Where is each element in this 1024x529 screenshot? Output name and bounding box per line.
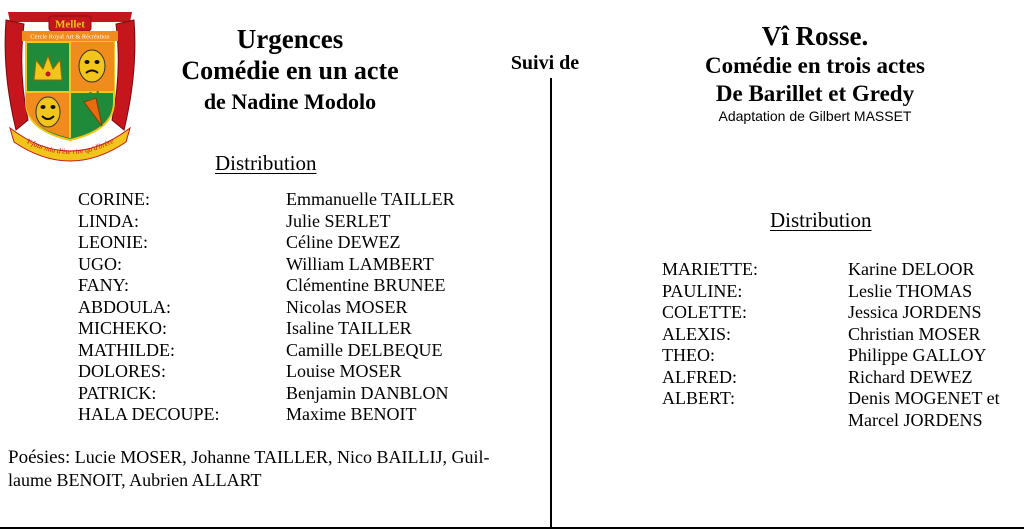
cast-actor: Marcel JORDENS: [848, 409, 983, 430]
cast-actor: Richard DEWEZ: [848, 366, 973, 387]
cast-row: [78, 297, 498, 319]
cast-row: [78, 340, 498, 362]
cast-role: ABDOULA:: [78, 296, 171, 317]
cast-actor: Leslie THOMAS: [848, 280, 973, 301]
cast-actor: Christian MOSER: [848, 323, 981, 344]
cast-row: [78, 318, 498, 340]
play2-adaptation: Adaptation de Gilbert MASSET: [718, 108, 912, 124]
cast-role: ALBERT:: [662, 388, 736, 408]
troupe-logo: [2, 2, 138, 162]
cast-row: [662, 388, 1022, 410]
suivi-de-label: Suivi de: [510, 52, 580, 74]
cast-role: PATRICK:: [78, 382, 157, 403]
poetry-credits: [8, 446, 548, 492]
cast-actor: Benjamin DANBLON: [286, 382, 449, 403]
cast-role: FANY:: [78, 275, 130, 295]
play2-title: Vî Rosse.: [761, 21, 869, 51]
cast-actor: William LAMBERT: [286, 253, 434, 274]
play1-cast-list: [78, 189, 498, 426]
cast-actor: Isaline TAILLER: [286, 318, 412, 338]
cast-actor: Camille DELBEQUE: [286, 339, 443, 360]
cast-row: [78, 361, 498, 383]
play2-distribution-heading: Distribution: [770, 208, 872, 232]
cast-row: [662, 281, 1022, 303]
cast-row: [78, 275, 498, 297]
cast-row: [78, 404, 498, 426]
play2-author: De Barillet et Gredy: [715, 81, 915, 106]
cast-actor: Céline DEWEZ: [286, 232, 401, 252]
cast-role: LINDA:: [78, 210, 139, 231]
cast-actor: Philippe GALLOY: [848, 345, 987, 365]
cast-role: MICHEKO:: [78, 318, 167, 338]
cast-row: [662, 302, 1022, 324]
column-divider: [550, 78, 552, 529]
cast-role: LEONIE:: [78, 232, 148, 252]
poetry-label: Poésies:: [8, 447, 71, 468]
cast-row: [78, 254, 498, 276]
cast-actor: Emmanuelle TAILLER: [286, 189, 455, 209]
play1-author: de Nadine Modolo: [203, 89, 377, 114]
poetry-line-2: laume BENOIT, Aubrien ALLART: [8, 470, 262, 490]
play1-distribution-heading: Distribution: [215, 151, 317, 175]
logo-banner-name: Mellet: [55, 18, 85, 31]
cast-role: CORINE:: [78, 189, 150, 209]
cast-row: [662, 324, 1022, 346]
cast-row: [662, 345, 1022, 367]
cast-row: [662, 259, 1022, 281]
cast-actor: Jessica JORDENS: [848, 302, 982, 322]
cast-row: [662, 367, 1022, 389]
play1-title: Urgences: [236, 24, 344, 54]
logo-subtitle: Cercle Royal Art & Récréation: [30, 33, 110, 41]
play2-subtitle: Comédie en trois actes: [705, 53, 925, 78]
cast-role: COLETTE:: [662, 302, 747, 322]
cast-role: UGO:: [78, 253, 122, 274]
logo-motto: Y-faut mia d'ète rire qu'd'brère: [24, 136, 116, 157]
cast-row: [78, 383, 498, 405]
play2-cast-list: [662, 259, 1022, 431]
cast-row: [78, 189, 498, 211]
cast-row: [78, 211, 498, 233]
cast-role: DOLORES:: [78, 361, 167, 381]
cast-role: PAULINE:: [662, 280, 743, 301]
cast-row: [78, 232, 498, 254]
cast-role: ALEXIS:: [662, 323, 731, 344]
cast-actor: Julie SERLET: [286, 210, 391, 231]
cast-role: MARIETTE:: [662, 259, 758, 279]
cast-actor: Louise MOSER: [286, 361, 402, 381]
cast-role: HALA DECOUPE:: [78, 404, 220, 424]
cast-actor: Maxime BENOIT: [286, 404, 417, 424]
cast-role: MATHILDE:: [78, 339, 175, 360]
cast-row: [662, 410, 1022, 432]
play1-subtitle: Comédie en un acte: [181, 56, 399, 85]
cast-role: THEO:: [662, 345, 715, 365]
cast-role: ALFRED:: [662, 366, 738, 387]
cast-actor: Nicolas MOSER: [286, 296, 408, 317]
cast-actor: Clémentine BRUNEE: [286, 275, 446, 295]
cast-actor: Karine DELOOR: [848, 259, 975, 279]
poetry-line-1: Lucie MOSER, Johanne TAILLER, Nico BAILLIJ, Guil-: [74, 447, 490, 467]
cast-actor: Denis MOGENET et: [848, 388, 1000, 408]
